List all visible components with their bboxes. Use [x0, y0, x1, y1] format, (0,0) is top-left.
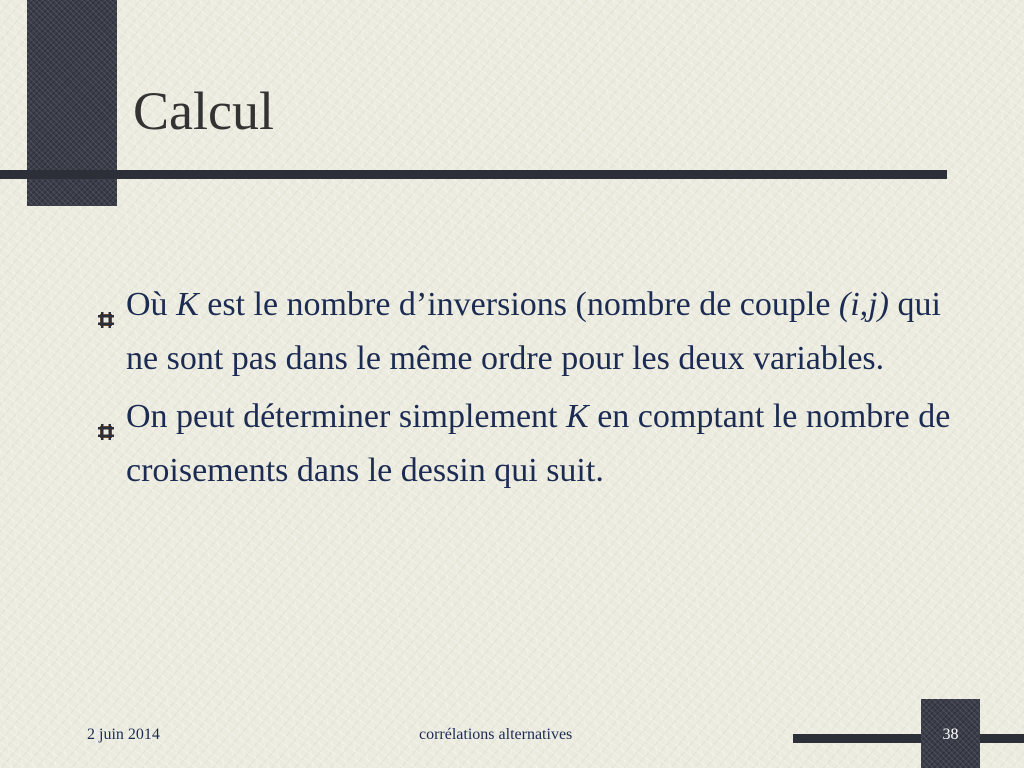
bullet-text: Où K est le nombre d’inversions (nombre de couple (i,j) qui ne sont pas dans le même ordre pour les deux variables.	[126, 286, 941, 377]
bullet-item	[92, 390, 952, 498]
bullet-item	[92, 278, 952, 386]
hash-square-icon	[94, 295, 118, 319]
bullet-list	[92, 278, 952, 502]
footer-date: 2 juin 2014	[87, 726, 160, 743]
title-rule	[0, 170, 947, 179]
hash-square-icon	[94, 407, 118, 431]
footer-rule	[793, 734, 1024, 743]
slide-title: Calcul	[133, 81, 274, 141]
page-number: 38	[942, 726, 959, 743]
bullet-text: On peut déterminer simplement K en comptant le nombre de croisements dans le dessin qui suit.	[126, 398, 951, 489]
footer-title: corrélations alternatives	[419, 726, 573, 743]
